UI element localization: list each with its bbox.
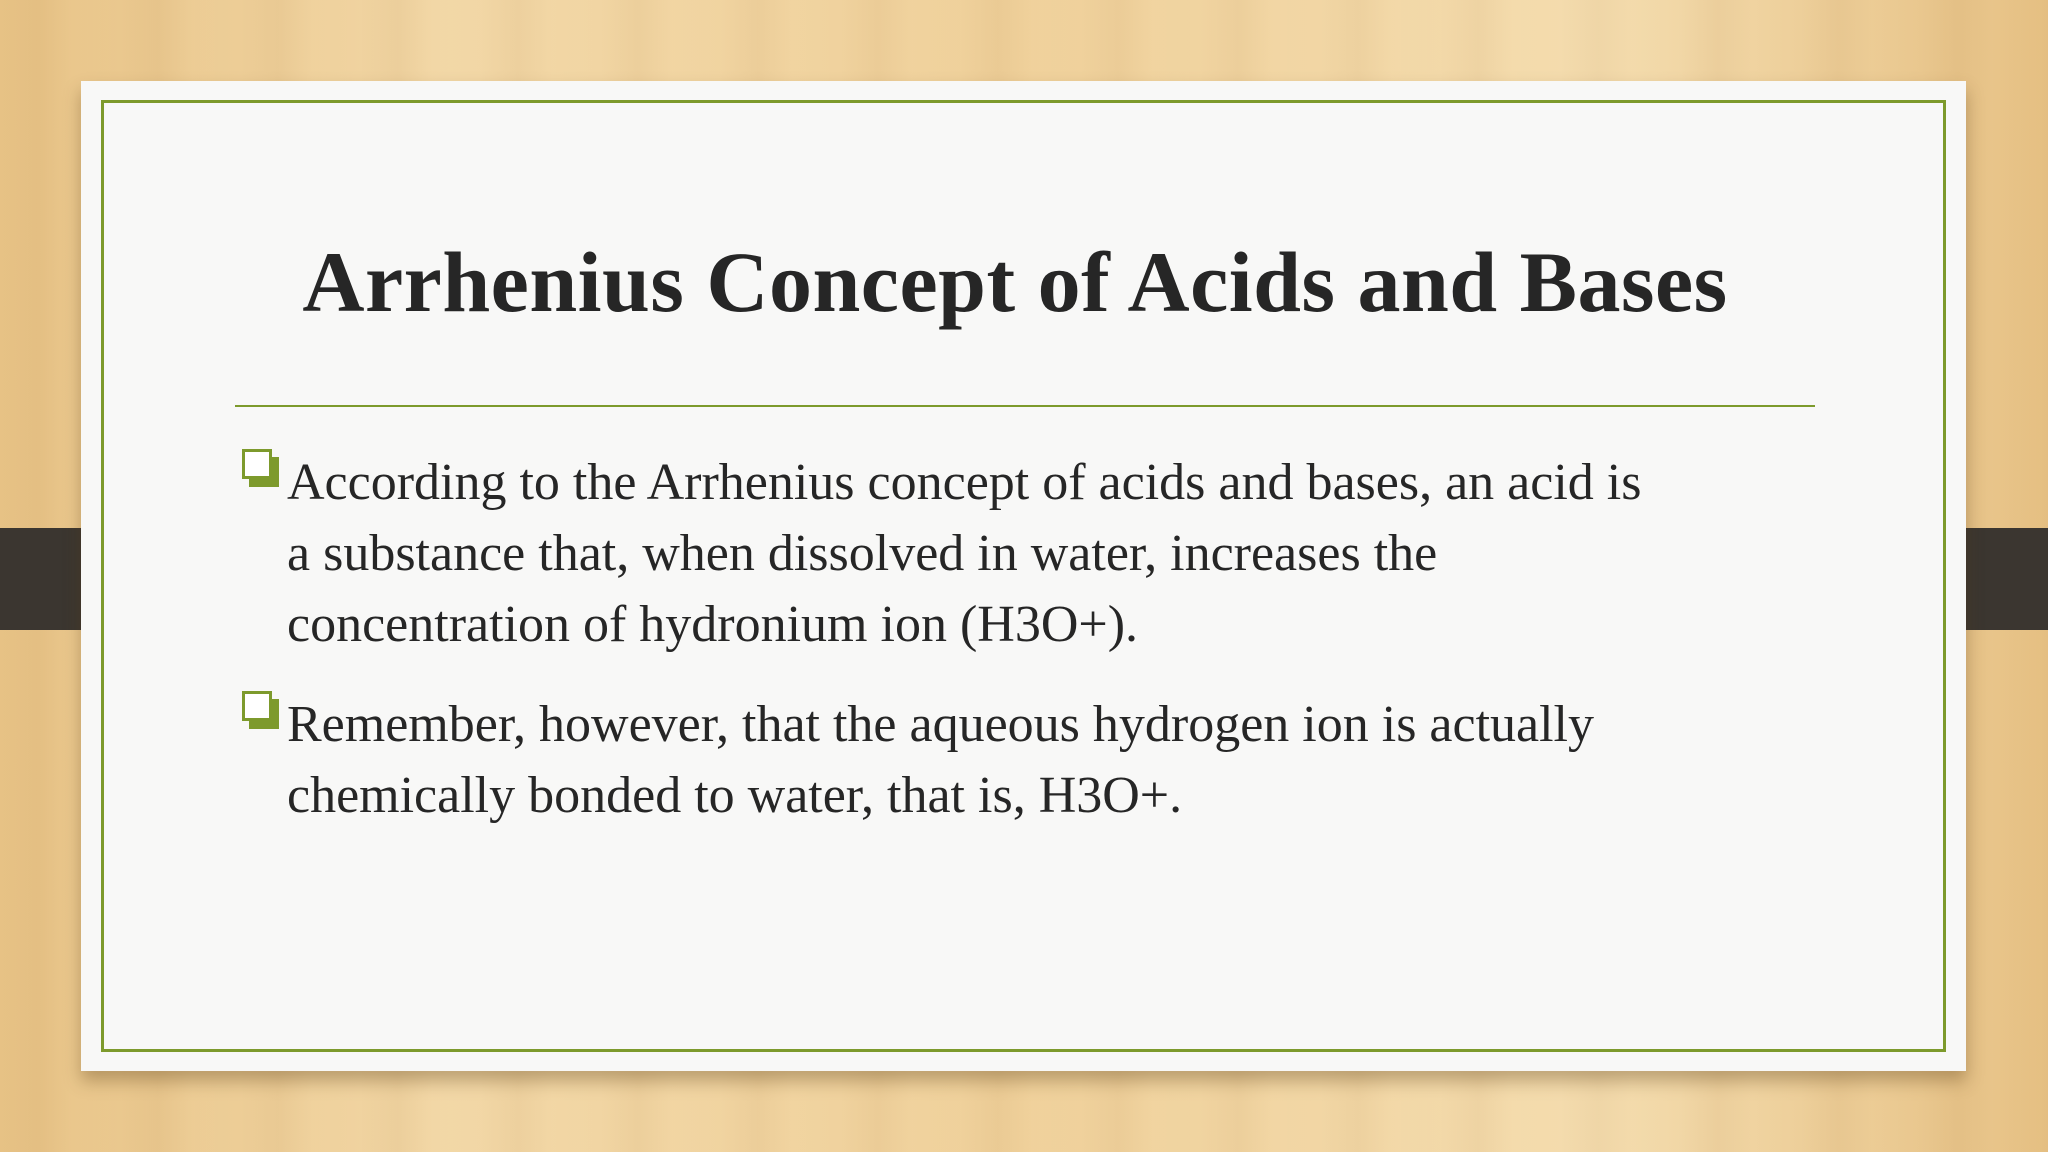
title-divider — [235, 405, 1815, 407]
bullet-2-line-1: Remember, however, that the aqueous hydrogen ion is actually — [287, 696, 1595, 753]
bullet-2-line-2: chemically bonded to water, that is, H3O+. — [287, 767, 1183, 824]
bullet-item-2 — [242, 689, 1822, 831]
slide-title: Arrhenius Concept of Acids and Bases — [302, 234, 1728, 330]
bullet-1-line-2: a substance that, when dissolved in water, increases the — [287, 525, 1438, 582]
checkbox-square-icon — [242, 691, 278, 727]
bullet-list — [242, 447, 1822, 860]
bullet-item-1 — [242, 447, 1822, 660]
bullet-1-line-3: concentration of hydronium ion (H3O+). — [287, 596, 1139, 653]
bullet-1-line-1: According to the Arrhenius concept of acids and bases, an acid is — [287, 454, 1642, 511]
checkbox-square-icon — [242, 449, 278, 485]
